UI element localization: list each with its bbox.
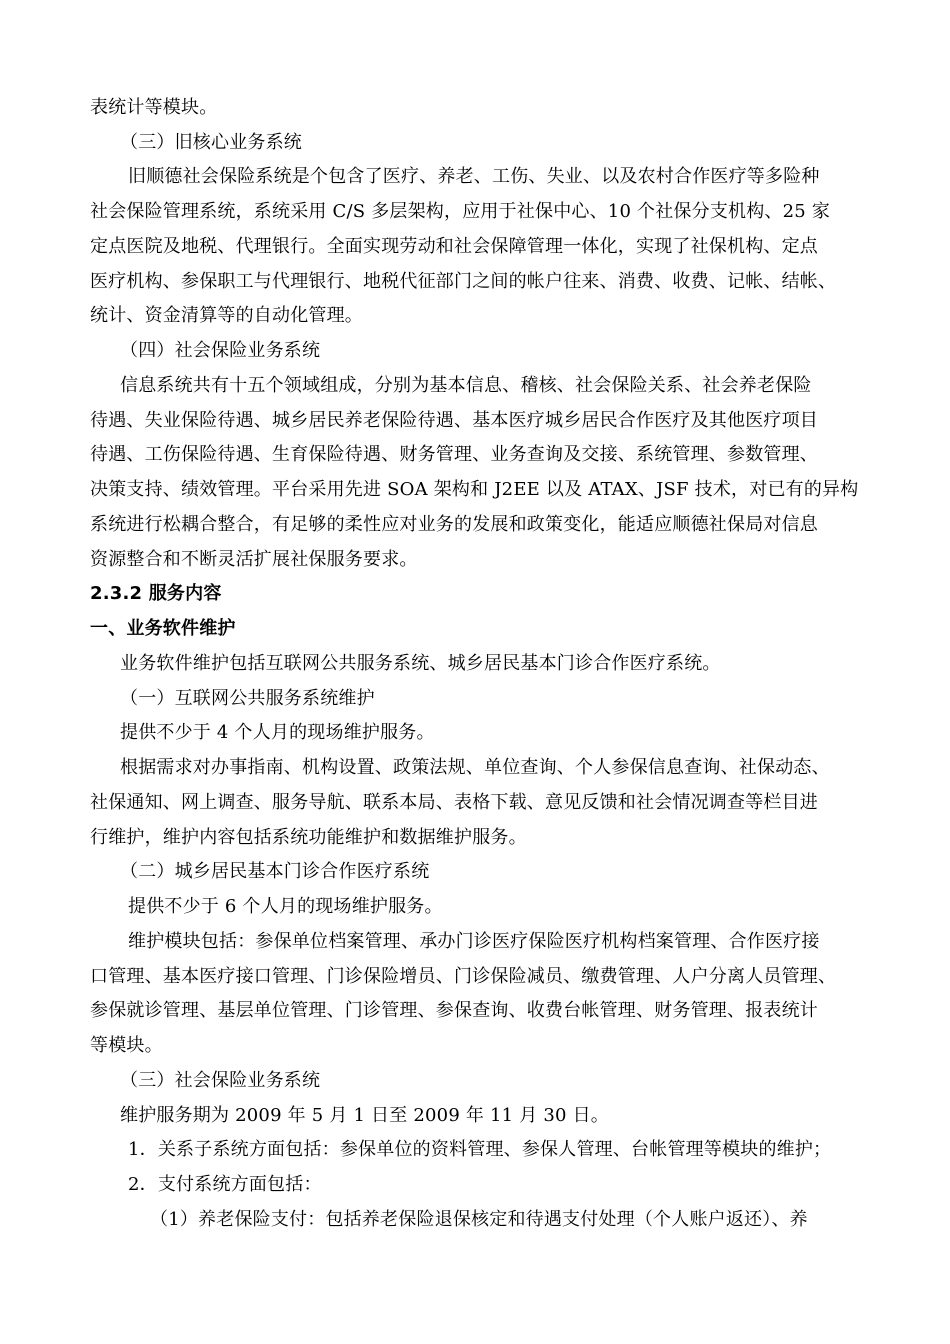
paragraph-line: 参保就诊管理、基层单位管理、门诊管理、参保查询、收费台帐管理、财务管理、报表统计 [90, 1000, 818, 1021]
paragraph-line: 待遇、工伤保险待遇、生育保险待遇、财务管理、业务查询及交接、系统管理、参数管理、 [90, 444, 818, 465]
section-heading: （四）社会保险业务系统 [120, 340, 321, 361]
paragraph-line: 提供不少于 6 个人月的现场维护服务。 [128, 896, 443, 917]
paragraph-line: 根据需求对办事指南、机构设置、政策法规、单位查询、个人参保信息查询、社保动态、 [120, 757, 830, 778]
paragraph-line: 资源整合和不断灵活扩展社保服务要求。 [90, 549, 418, 570]
list-item: 2．支付系统方面包括： [128, 1174, 322, 1195]
paragraph-line: 行维护，维护内容包括系统功能维护和数据维护服务。 [90, 827, 527, 848]
paragraph-line: 信息系统共有十五个领域组成，分别为基本信息、稽核、社会保险关系、社会养老保险 [120, 375, 812, 396]
paragraph-line: 决策支持、绩效管理。平台采用先进 SOA 架构和 J2EE 以及 ATAX、JSF 技术，对已有的异构 [90, 479, 859, 500]
paragraph-line: 口管理、基本医疗接口管理、门诊保险增员、门诊保险减员、缴费管理、人户分离人员管理、 [90, 966, 837, 987]
paragraph-line: 系统进行松耦合整合，有足够的柔性应对业务的发展和政策变化，能适应顺德社保局对信息 [90, 514, 818, 535]
paragraph-line: 维护服务期为 2009 年 5 月 1 日至 2009 年 11 月 30 日。 [120, 1105, 609, 1126]
section-heading: （二）城乡居民基本门诊合作医疗系统 [120, 861, 430, 882]
paragraph-line: 等模块。 [90, 1035, 163, 1056]
paragraph-line: 旧顺德社会保险系统是个包含了医疗、养老、工伤、失业、以及农村合作医疗等多险种 [128, 166, 820, 187]
section-heading: （三）社会保险业务系统 [120, 1070, 321, 1091]
paragraph-line: 提供不少于 4 个人月的现场维护服务。 [120, 722, 435, 743]
chapter-heading: 一、业务软件维护 [90, 618, 236, 639]
subsection-heading: 2.3.2 服务内容 [90, 583, 222, 604]
section-heading: （一）互联网公共服务系统维护 [120, 688, 375, 709]
section-heading: （三）旧核心业务系统 [120, 132, 302, 153]
paragraph-line: 社保通知、网上调查、服务导航、联系本局、表格下载、意见反馈和社会情况调查等栏目进 [90, 792, 818, 813]
paragraph-line: 医疗机构、参保职工与代理银行、地税代征部门之间的帐户往来、消费、收费、记帐、结帐、 [90, 271, 837, 292]
paragraph-line: 社会保险管理系统，系统采用 C/S 多层架构，应用于社保中心、10 个社保分支机构、25 家 [90, 201, 831, 222]
paragraph-line: 统计、资金清算等的自动化管理。 [90, 305, 363, 326]
list-item: 1．关系子系统方面包括：参保单位的资料管理、参保人管理、台帐管理等模块的维护； [128, 1139, 832, 1160]
paragraph-line: 业务软件维护包括互联网公共服务系统、城乡居民基本门诊合作医疗系统。 [120, 653, 721, 674]
paragraph-line: 待遇、失业保险待遇、城乡居民养老保险待遇、基本医疗城乡居民合作医疗及其他医疗项目 [90, 410, 818, 431]
paragraph-line: 维护模块包括：参保单位档案管理、承办门诊医疗保险医疗机构档案管理、合作医疗接 [128, 931, 820, 952]
paragraph-line: 定点医院及地税、代理银行。全面实现劳动和社会保障管理一体化，实现了社保机构、定点 [90, 236, 818, 257]
list-subitem: （1）养老保险支付：包括养老保险退保核定和待遇支付处理（个人账户返还）、养 [150, 1209, 808, 1230]
paragraph-line: 表统计等模块。 [90, 97, 218, 118]
